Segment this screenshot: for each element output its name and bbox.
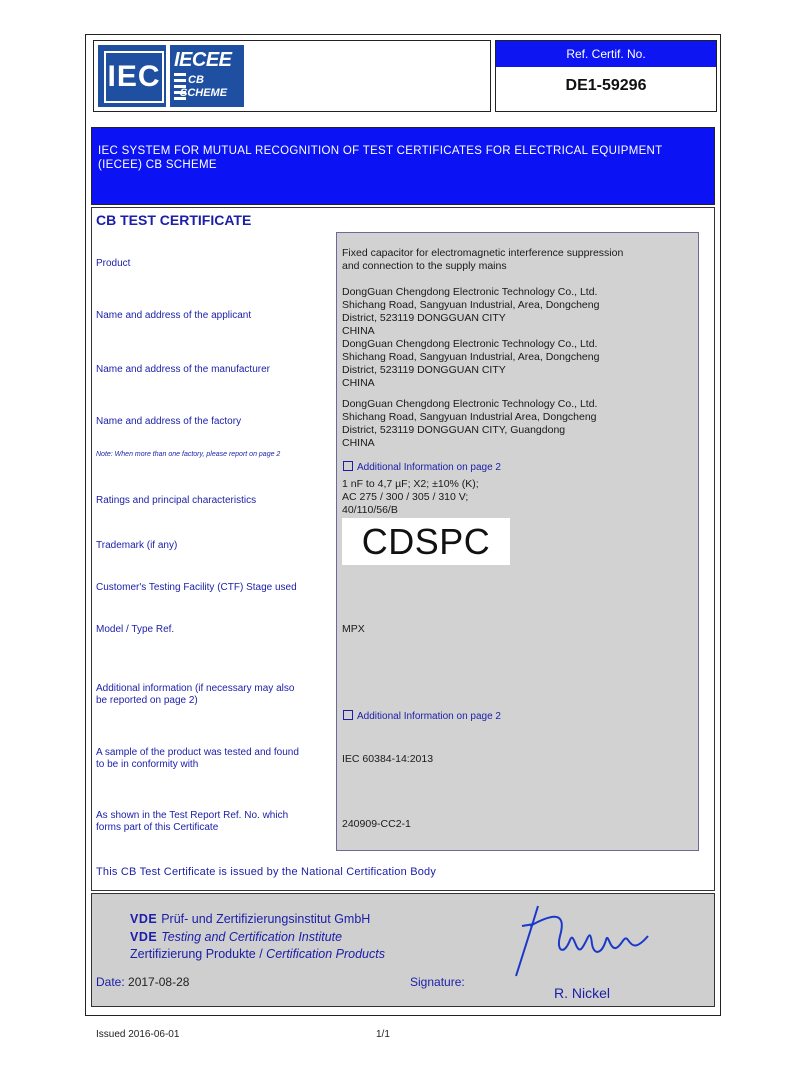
issued-footer: Issued 2016-06-01 [96,1029,180,1040]
ratings-value-line: 40/110/56/B [342,504,398,516]
iecee-logo-text: IECEE [174,49,232,71]
conformity-label-line: to be in conformity with [96,759,199,770]
iecee-cb-scheme-logo [170,45,244,107]
applicant-value [342,286,692,338]
trademark-box [342,518,510,565]
conformity-value: IEC 60384-14:2013 [342,753,434,765]
applicant-label: Name and address of the applicant [96,310,252,321]
manufacturer-value-line: DongGuan Chengdong Electronic Technology Co., Ltd. [342,338,598,350]
manufacturer-value-line: CHINA [342,377,375,389]
vde-brand: VDE [130,930,158,944]
product-value-line: Fixed capacitor for electromagnetic interference suppression [342,247,624,259]
manufacturer-value-line: District, 523119 DONGGUAN CITY [342,364,506,376]
logo-box [93,40,491,112]
additional-info-label [96,683,330,707]
applicant-value-line: DongGuan Chengdong Electronic Technology Co., Ltd. [342,286,598,298]
manufacturer-label: Name and address of the manufacturer [96,364,270,375]
factory-value-line: CHINA [342,437,375,449]
issued-by-statement: This CB Test Certificate is issued by the National Certification Body [96,866,437,878]
ref-certificate-label: Ref. Certif. No. [496,41,716,67]
page-number: 1/1 [376,1029,390,1040]
certificate-title: CB TEST CERTIFICATE [96,212,252,228]
cb-logo-text: CB [188,74,204,86]
test-report-value: 240909-CC2-1 [342,818,411,830]
ratings-value-line: 1 nF to 4,7 µF; X2; ±10% (K); [342,478,479,490]
manufacturer-value-line: Shichang Road, Sangyuan Industrial, Area, Dongcheng [342,351,600,363]
ratings-value [342,478,692,517]
checkbox-icon [343,461,353,471]
additional-info-checkbox[interactable] [343,710,501,722]
factory-additional-text: Additional Information on page 2 [357,462,501,473]
applicant-value-line: CHINA [342,325,375,337]
date-value: 2017-08-28 [128,975,190,989]
authority-line-3-italic: Certification Products [266,947,385,961]
conformity-label-line: A sample of the product was tested and found [96,747,299,758]
factory-additional-checkbox[interactable] [343,461,501,473]
factory-value [342,398,692,450]
iec-logo [98,45,166,107]
signature-label: Signature: [410,975,465,989]
authority-line-3-text: Zertifizierung Produkte / [130,947,267,961]
ratings-label: Ratings and principal characteristics [96,495,257,506]
product-value-line: and connection to the supply mains [342,260,507,272]
authority-line-2 [130,930,342,944]
scheme-banner-text: IEC SYSTEM FOR MUTUAL RECOGNITION OF TEST CERTIFICATES FOR ELECTRICAL EQUIPMENT (IECEE) CB SCHEME [98,145,663,171]
product-label: Product [96,258,131,269]
scheme-logo-text: SCHEME [180,87,228,99]
additional-info-label-line: be reported on page 2) [96,695,198,706]
model-label: Model / Type Ref. [96,624,175,635]
test-report-label-line: forms part of this Certificate [96,822,219,833]
product-value [342,247,692,273]
trademark-value: CDSPC [361,521,491,562]
factory-value-line: District, 523119 DONGGUAN CITY, Guangdong [342,424,566,436]
trademark-label: Trademark (if any) [96,540,178,551]
ref-certificate-number: DE1-59296 [565,77,647,94]
manufacturer-value [342,338,692,390]
conformity-label [96,747,330,771]
issue-date [96,975,189,989]
factory-value-line: Shichang Road, Sangyuan Industrial Area, Dongcheng [342,411,597,423]
factory-value-line: DongGuan Chengdong Electronic Technology Co., Ltd. [342,398,598,410]
handwritten-signature [498,896,668,986]
vde-brand: VDE [130,912,158,926]
factory-label: Name and address of the factory [96,416,242,427]
applicant-value-line: District, 523119 DONGGUAN CITY [342,312,506,324]
authority-line-3 [130,947,385,961]
test-report-label [96,810,330,834]
test-report-label-line: As shown in the Test Report Ref. No. which [96,810,289,821]
authority-line-1-text: Prüf- und Zertifizierungsinstitut GmbH [161,912,371,926]
iec-logo-text: IEC [104,51,164,103]
ref-certificate-box [495,40,717,112]
factory-note: Note: When more than one factory, please report on page 2 [96,451,281,458]
applicant-value-line: Shichang Road, Sangyuan Industrial, Area, Dongcheng [342,299,600,311]
model-value: MPX [342,623,365,635]
ctf-label: Customer's Testing Facility (CTF) Stage used [96,582,297,593]
checkbox-icon [343,710,353,720]
authority-line-1 [130,912,370,926]
additional-info-label-line: Additional information (if necessary may also [96,683,295,694]
date-label: Date: [96,975,125,989]
signatory-name: R. Nickel [554,985,611,1001]
authority-line-2-text: Testing and Certification Institute [161,930,343,944]
additional-info-text: Additional Information on page 2 [357,711,501,722]
scheme-banner [91,127,715,205]
ratings-value-line: AC 275 / 300 / 305 / 310 V; [342,491,469,503]
